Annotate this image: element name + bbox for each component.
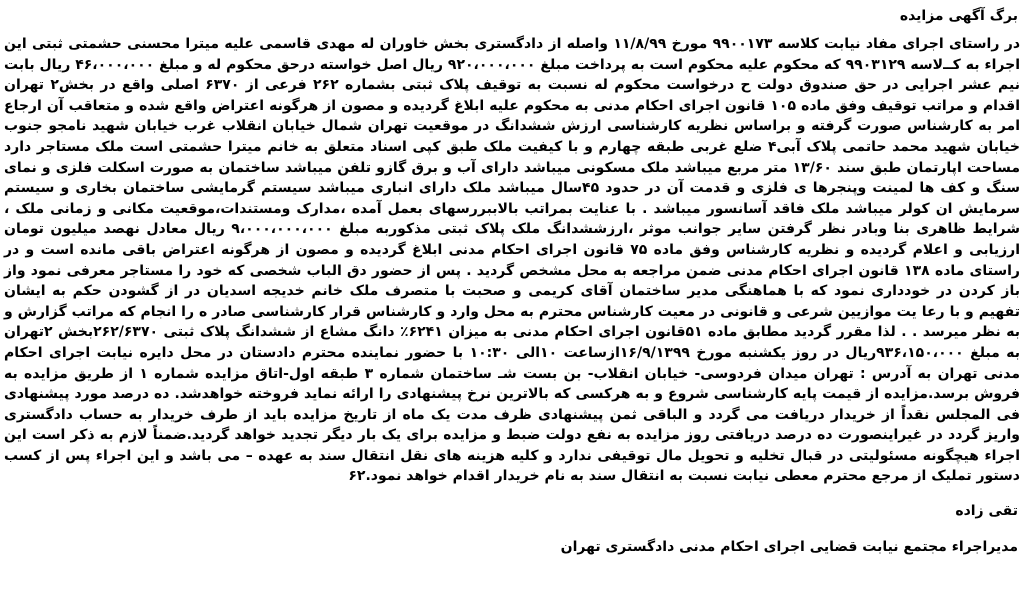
notice-body-paragraph: در راستای اجرای مفاد نیابت کلاسه ۹۹۰۰۱۷۳ مورخ ۱۱/۸/۹۹ واصله از دادگستری بخش خاوران له مهدی قاسمی علیه میترا محسنی حشمتی ثبتی این اجراء به کــ‌لاسه ۹۹۰۳۱۲۹ که محکوم علیه محکوم است به پرداخت مبلغ ۹۲۰،۰۰۰،۰۰۰ ریال اصل خواسته درحق محکوم له و مبلغ ۴۶،۰۰۰،۰۰۰ ریال بابت نیم عشر اجرایی در حق صندوق دولت ح درخواست محکوم له نسبت به توقیف پلاک ثبتی بشماره ۲۶۲ فرعی از ۶۳۷۰ اصلی واقع در بخش۲ تهران اقدام و مراتب توقیف وفق ماده ۱۰۵ قانون اجرای احکام مدنی به محکوم علیه ابلاغ گردیده و مصون از هرگونه اعتراض واقع شده و متعاقب آن ارجاع امر به کارشناس صورت گرفته و براساس نظریه کارشناسی ارزش ششدانگ در موقعیت تهران شمال خیابان انقلاب غرب خیابان شهید نامجو جنوب خیابان شهید محمد حاتمی پلاک آبی۴ ضلع غربی طبقه چهارم و با کیفیت ملک طبق کپی اسناد متعلق به خانم میترا حشمتی است ملک مستاجر دارد مساحت اپارتمان طبق سند ۱۳/۶۰ متر مربع میباشد ملک مسکونی میباشد دارای آب و برق گازو تلفن میباشد ساختمان به صورت اسکلت فلزی و نمای سنگ و کف ها لمینت وپنجرها ی فلزی و قدمت آن در حدود ۴۵سال میباشد ملک دارای انباری میباشد سیستم گرمایشی ساختمان بخاری و سیستم سرمایش ان کولر میباشد ملک فاقد آسانسور میباشد . با عنایت بمراتب بالاببررسهای بعمل آمده ،مدارک ومستندات،موقعیت مکانی و زمانی ملک ، شرایط ظاهری بنا وبادر نظر گرفتن سایر جوانب موثر ،ارزششدانگ ملک پلاک ثبتی مذکوربه مبلغ ۹،۰۰۰،۰۰۰،۰۰۰ ریال معادل نهصد میلیون تومان ارزیابی و اعلام گردیده و نظریه کارشناس وفق ماده ۷۵ قانون اجرای احکام مدنی ابلاغ گردیده و مصون از هرگونه اعتراض باقی مانده است و در راستای ماده ۱۳۸ قانون اجرای احکام مدنی ضمن مراجعه به محل مشخص گردید . پس از حضور دق الباب شخصی که خود را مستاجر معرفی نمود واز باز کردن در خودداری نمود که با هماهنگی مدیر ساختمان آقای کریمی و صحبت با متصرف ملک خانم خدیجه اسدیان در از گشودن حکم به ایشان تفهیم و با رعا یت موازیین شرعی و قانونی در معیت کارشناس محترم به محل وارد و کارشناس قرار کارشناسی صادر ه را انجام که مراتب گزارش و به نظر میرسد . . لذا مقرر گردید مطابق ماده ۵۱قانون اجرای احکام مدنی به میزان ۶۲۴۱٪ دانگ مشاع از ششدانگ پلاک ثبتی ۲۶۲/۶۳۷۰بخش ۲تهران به مبلغ ۹۳۶،۱۵۰،۰۰۰ریال در روز یکشنبه مورخ ۱۶/۹/۱۳۹۹ازساعت ۱۰الی ۱۰:۳۰ با حضور نماینده محترم دادستان در محل دایره نیابت اجرای احکام مدنی تهران به آدرس : تهران میدان فردوسی- خیابان انقلاب- بن بست شـ ساختمان شماره ۳ طبقه اول-اتاق مزایده شماره ۱ از طریق مزایده به فروش برسد.مزایده از قیمت پایه کارشناسی شروع و به هرکسی که بالاترین نرخ پیشنهادی را ارائه نماید فروخته خواهدشد. ده درصد مورد پیشنهادی فی المجلس نقداً از خریدار دریافت می گردد و الباقی ثمن پیشنهادی ظرف مدت یک ماه از تاریخ مزایده باید از طرف خریدار به حساب دادگستری واریز گردد در غیراینصورت ده درصد دریافتی روز مزایده به نفع دولت ضبط و مزایده برای یک بار دیگر تجدید خواهد گردید.ضمناً لازم به ذکر است این اجراء هیچگونه مسئولیتی در قبال تخلیه و تحویل مال توقیفی ندارد و کلیه هزینه های نقل انتقال سند به عهده – می باشد و این اجراء پس از کسب دستور تملیک از مرجع محترم معطی نیابت نسبت به انتقال سند به نام خریدار اقدام خواهد نمود.۶۲	[4, 36, 1021, 485]
notice-body	[4, 34, 1020, 487]
notice-title: برگ آگهی مزایده	[899, 8, 1018, 24]
signer-name: تقی زاده	[955, 503, 1018, 520]
signer-role: مدیراجراء مجتمع نیابت قضایی اجرای احکام مدنی دادگستری تهران	[560, 539, 1018, 556]
